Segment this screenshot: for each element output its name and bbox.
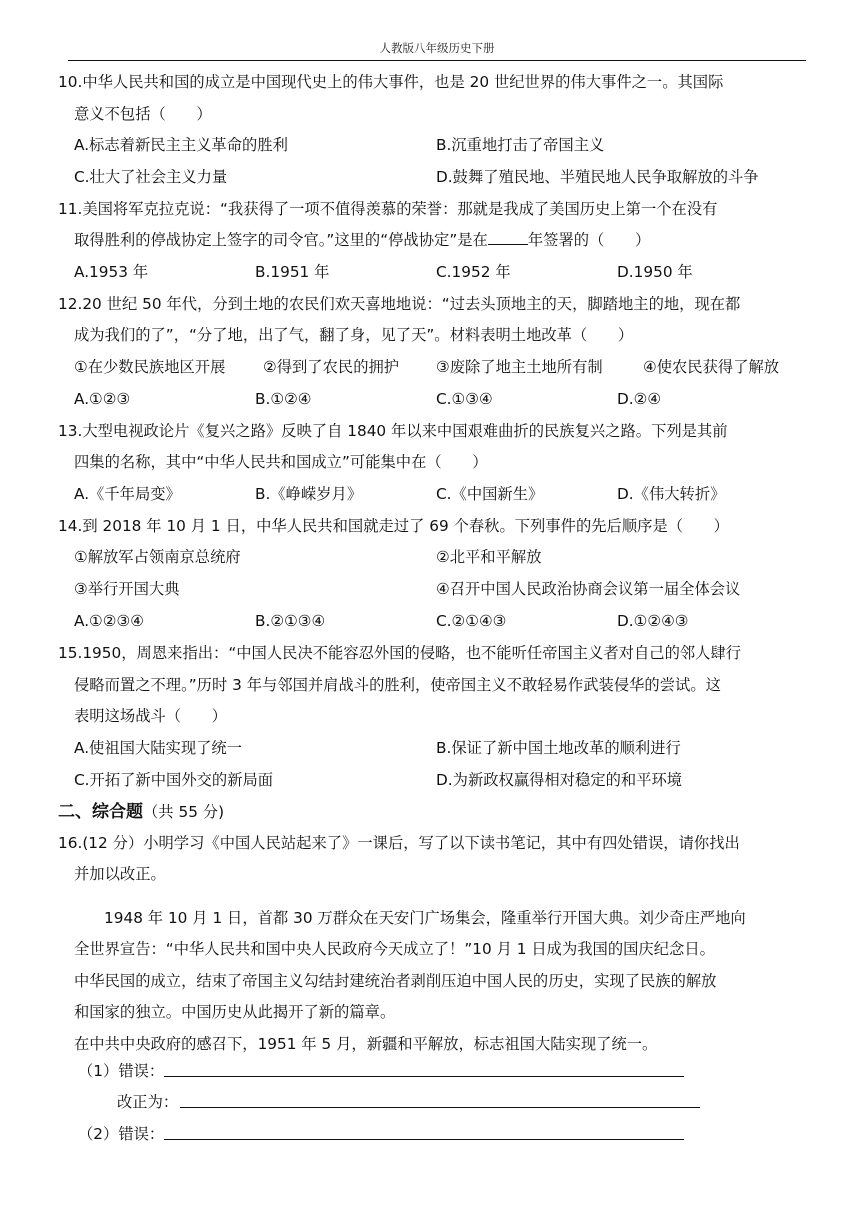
q12-statement-4: ④使农民获得了解放 — [643, 358, 780, 376]
q16-passage-line3: 中华民国的成立，结束了帝国主义勾结封建统治者剥削压迫中国人民的历史，实现了民族的解放 — [74, 972, 717, 990]
q13-option-b: B.《峥嵘岁月》 — [255, 485, 363, 503]
q11-option-c: C.1952 年 — [436, 263, 511, 281]
q12-option-c: C.①③④ — [436, 390, 493, 408]
q15-option-b: B.保证了新中国土地改革的顺利进行 — [436, 739, 681, 757]
q14-statement-4: ④召开中国人民政治协商会议第一届全体会议 — [436, 580, 741, 598]
section-2-heading — [58, 797, 224, 822]
q12-statement-1: ①在少数民族地区开展 — [74, 358, 226, 376]
q11-stem-line1: 11.美国将军克拉克说：“我获得了一项不值得羡慕的荣誉：那就是我成了美国历史上第一个在没有 — [58, 200, 718, 218]
q10-stem-line2: 意义不包括（ ） — [74, 105, 212, 123]
q16-passage-line2: 全世界宣告：“中华人民共和国中央人民政府今天成立了！”10 月 1 日成为我国的国庆纪念日。 — [74, 940, 715, 958]
q16-fix-1-answer-line[interactable] — [180, 1107, 700, 1108]
q11-stem-line2-start: 取得胜利的停战协定上签字的司令官。”这里的“停战协定”是在 — [74, 231, 488, 249]
section-2-title: 二、综合题 — [58, 802, 143, 822]
q16-stem-line2: 并加以改正。 — [74, 865, 166, 883]
q11-option-d: D.1950 年 — [617, 263, 693, 281]
q13-option-a: A.《千年局变》 — [74, 485, 181, 503]
page-header: 人教版八年级历史下册 — [379, 41, 495, 55]
q13-stem-line1: 13.大型电视政论片《复兴之路》反映了自 1840 年以来中国艰难曲折的民族复兴之路。下列是其前 — [58, 422, 728, 440]
q15-stem-line2: 侵略而置之不理。”历时 3 年与邻国并肩战斗的胜利，使帝国主义不敢轻易作武装侵华的尝试。这 — [74, 676, 721, 694]
q14-statement-3: ③举行开国大典 — [74, 580, 180, 598]
q12-statement-3: ③废除了地主土地所有制 — [436, 358, 603, 376]
q12-option-b: B.①②④ — [255, 390, 312, 408]
header-rule — [68, 60, 806, 61]
q14-option-a: A.①②③④ — [74, 612, 144, 630]
q10-option-c: C.壮大了社会主义力量 — [74, 168, 228, 186]
q15-option-c: C.开拓了新中国外交的新局面 — [74, 771, 274, 789]
q11-fill-blank — [488, 230, 528, 245]
q15-stem-line1: 15.1950，周恩来指出：“中国人民决不能容忍外国的侵略，也不能听任帝国主义者对自己的邻人肆行 — [58, 644, 742, 662]
q14-option-c: C.②①④③ — [436, 612, 507, 630]
q12-stem-line2: 成为我们的了”，“分了地，出了气，翻了身，见了天”。材料表明土地改革（ ） — [74, 326, 634, 344]
q13-option-c: C.《中国新生》 — [436, 485, 544, 503]
q13-stem-line2: 四集的名称，其中“中华人民共和国成立”可能集中在（ ） — [74, 453, 488, 471]
section-2-score: （共 55 分) — [143, 803, 225, 821]
q16-error-1-label: （1）错误： — [78, 1062, 165, 1080]
q10-option-d: D.鼓舞了殖民地、半殖民地人民争取解放的斗争 — [436, 168, 759, 186]
q13-option-d: D.《伟大转折》 — [617, 485, 726, 503]
q16-stem-line1: 16.(12 分）小明学习《中国人民站起来了》一课后，写了以下读书笔记，其中有四处错误，请你找出 — [58, 834, 740, 852]
q16-fix-1-label: 改正为： — [117, 1093, 179, 1111]
q16-error-2-label: （2）错误： — [78, 1125, 165, 1143]
q15-stem-line3: 表明这场战斗（ ） — [74, 707, 227, 725]
q14-stem-line1: 14.到 2018 年 10 月 1 日，中华人民共和国就走过了 69 个春秋。下列事件的先后顺序是（ ） — [58, 517, 729, 535]
q16-passage-line4: 和国家的独立。中国历史从此揭开了新的篇章。 — [74, 1003, 396, 1021]
q16-passage-line1: 1948 年 10 月 1 日，首都 30 万群众在天安门广场集会，隆重举行开国大典。刘少奇庄严地向 — [104, 909, 746, 927]
q14-option-d: D.①②④③ — [617, 612, 689, 630]
q12-option-d: D.②④ — [617, 390, 662, 408]
q15-option-a: A.使祖国大陆实现了统一 — [74, 739, 243, 757]
q12-stem-line1: 12.20 世纪 50 年代，分到土地的农民们欢天喜地地说：“过去头顶地主的天，脚踏地主的地，现在都 — [58, 295, 741, 313]
q16-error-1-answer-line[interactable] — [164, 1076, 684, 1077]
q12-option-a: A.①②③ — [74, 390, 131, 408]
q10-option-b: B.沉重地打击了帝国主义 — [436, 136, 605, 154]
q11-option-a: A.1953 年 — [74, 263, 149, 281]
q16-passage-line5: 在中共中央政府的感召下，1951 年 5 月，新疆和平解放，标志祖国大陆实现了统一。 — [74, 1035, 658, 1053]
q15-option-d: D.为新政权赢得相对稳定的和平环境 — [436, 771, 683, 789]
q11-stem-line2 — [74, 230, 650, 250]
q14-statement-1: ①解放军占领南京总统府 — [74, 548, 241, 566]
q14-statement-2: ②北平和平解放 — [436, 548, 542, 566]
q10-stem-line1: 10.中华人民共和国的成立是中国现代史上的伟大事件，也是 20 世纪世界的伟大事件之一。其国际 — [58, 73, 724, 91]
q16-error-2-answer-line[interactable] — [164, 1139, 684, 1140]
q12-statement-2: ②得到了农民的拥护 — [263, 358, 400, 376]
q10-option-a: A.标志着新民主主义革命的胜利 — [74, 136, 288, 154]
q11-stem-line2-end: 年签署的（ ） — [527, 231, 651, 249]
q11-option-b: B.1951 年 — [255, 263, 330, 281]
q14-option-b: B.②①③④ — [255, 612, 326, 630]
